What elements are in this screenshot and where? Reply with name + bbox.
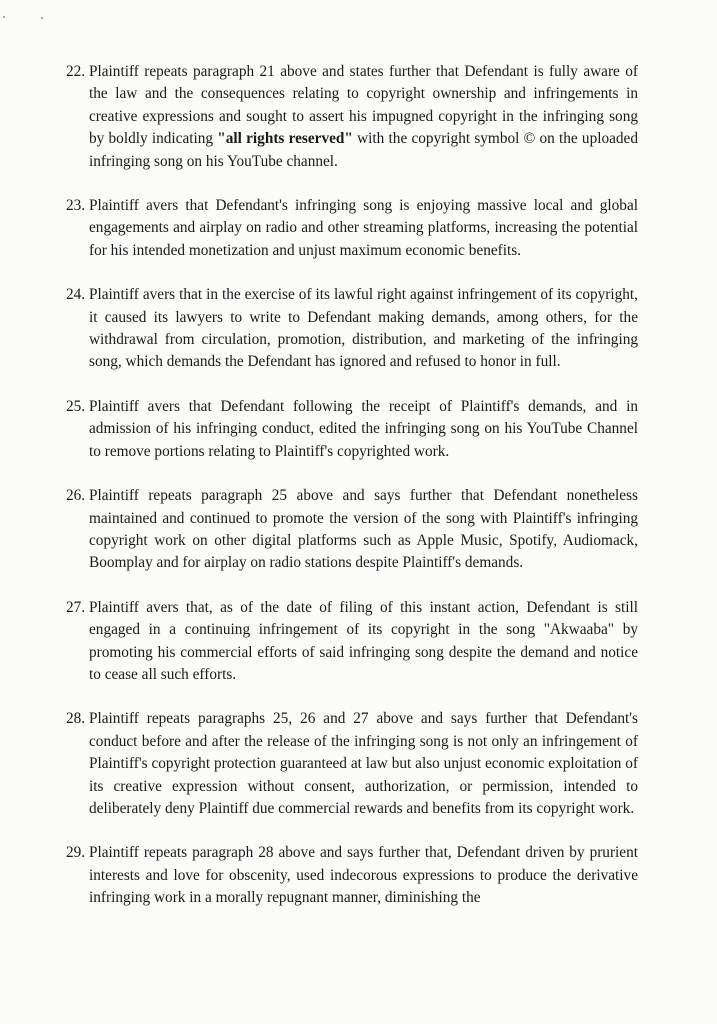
paragraph-26 [66, 485, 638, 575]
paragraph-number: 25. [66, 397, 86, 415]
paragraph-text: Plaintiff repeats paragraphs 25, 26 and 27 above and says further that Defendant's conduct before and after the release of the infringing song is not only an infringement of Plaintiff's copyright protection guaranteed at law but also unjust economic exploitation of its creative expression without consent, authorization, or permission, intended to deliberately deny Plaintiff due commercial rewards and benefits from its copyright work. [89, 710, 638, 817]
paragraph-text: Plaintiff avers that Defendant following the receipt of Plaintiff's demands, and in admission of his infringing conduct, edited the infringing song on his YouTube Channel to remove portions relating to Plaintiff's copyrighted work. [89, 397, 638, 460]
paragraph-text-segment: with the copyright symbol © on the uploaded infringing song on his YouTube channel. [89, 130, 638, 170]
paragraph-number: 23. [66, 197, 86, 215]
paragraph-text: Plaintiff avers that in the exercise of its lawful right against infringement of its copyright, it caused its lawyers to write to Defendant making demands, among others, for the withdrawal from circulation, promotion, distribution, and marketing of the infringing song, which demands the Defendant has ignored and refused to honor in full. [89, 286, 638, 371]
paragraph-27 [66, 597, 638, 687]
paragraph-number: 24. [66, 286, 86, 304]
paragraph-text: Plaintiff repeats paragraph 28 above and says further that, Defendant driven by prurient interests and love for obscenity, used indecorous expressions to produce the derivative infringing work in a morally repugnant manner, diminishing the [89, 844, 638, 907]
paragraph-text [89, 61, 638, 173]
paragraph-number: 28. [66, 710, 86, 728]
paragraph-number: 29. [66, 844, 86, 862]
paragraph-text: Plaintiff repeats paragraph 25 above and says further that Defendant nonetheless maintained and continued to promote the version of the song with Plaintiff's infringing copyright work on other digital platforms such as Apple Music, Spotify, Audiomack, Boomplay and for airplay on radio stations despite Plaintiff's demands. [89, 487, 638, 572]
paragraph-text: Plaintiff avers that Defendant's infringing song is enjoying massive local and global engagements and airplay on radio and other streaming platforms, increasing the potential for his intended monetization and unjust maximum economic benefits. [89, 197, 638, 259]
paragraph-29 [66, 842, 638, 909]
paragraph-23 [66, 195, 638, 262]
paragraph-25 [66, 396, 638, 463]
paragraph-number: 27. [66, 598, 86, 616]
paragraph-text: Plaintiff avers that, as of the date of filing of this instant action, Defendant is still engaged in a continuing infringement of its copyright in the song "Akwaaba" by promoting his commercial efforts of said infringing song despite the demand and notice to cease all such efforts. [89, 598, 638, 683]
scan-speck [3, 16, 5, 18]
paragraph-28 [66, 708, 638, 820]
paragraph-22 [66, 61, 638, 173]
paragraph-number: 26. [66, 487, 86, 505]
document-body [66, 61, 638, 932]
paragraph-24 [66, 284, 638, 374]
paragraph-text-segment: Plaintiff repeats paragraph 21 above and states further that Defendant is fully aware of the law and the consequences relating to copyright ownership and infringements in creative expressions and sought to assert his impugned copyright in the infringing song by boldly indicating [89, 63, 638, 148]
bold-phrase: "all rights reserved" [217, 130, 353, 148]
paragraph-number: 22. [66, 63, 86, 80]
scan-speck [41, 17, 43, 19]
